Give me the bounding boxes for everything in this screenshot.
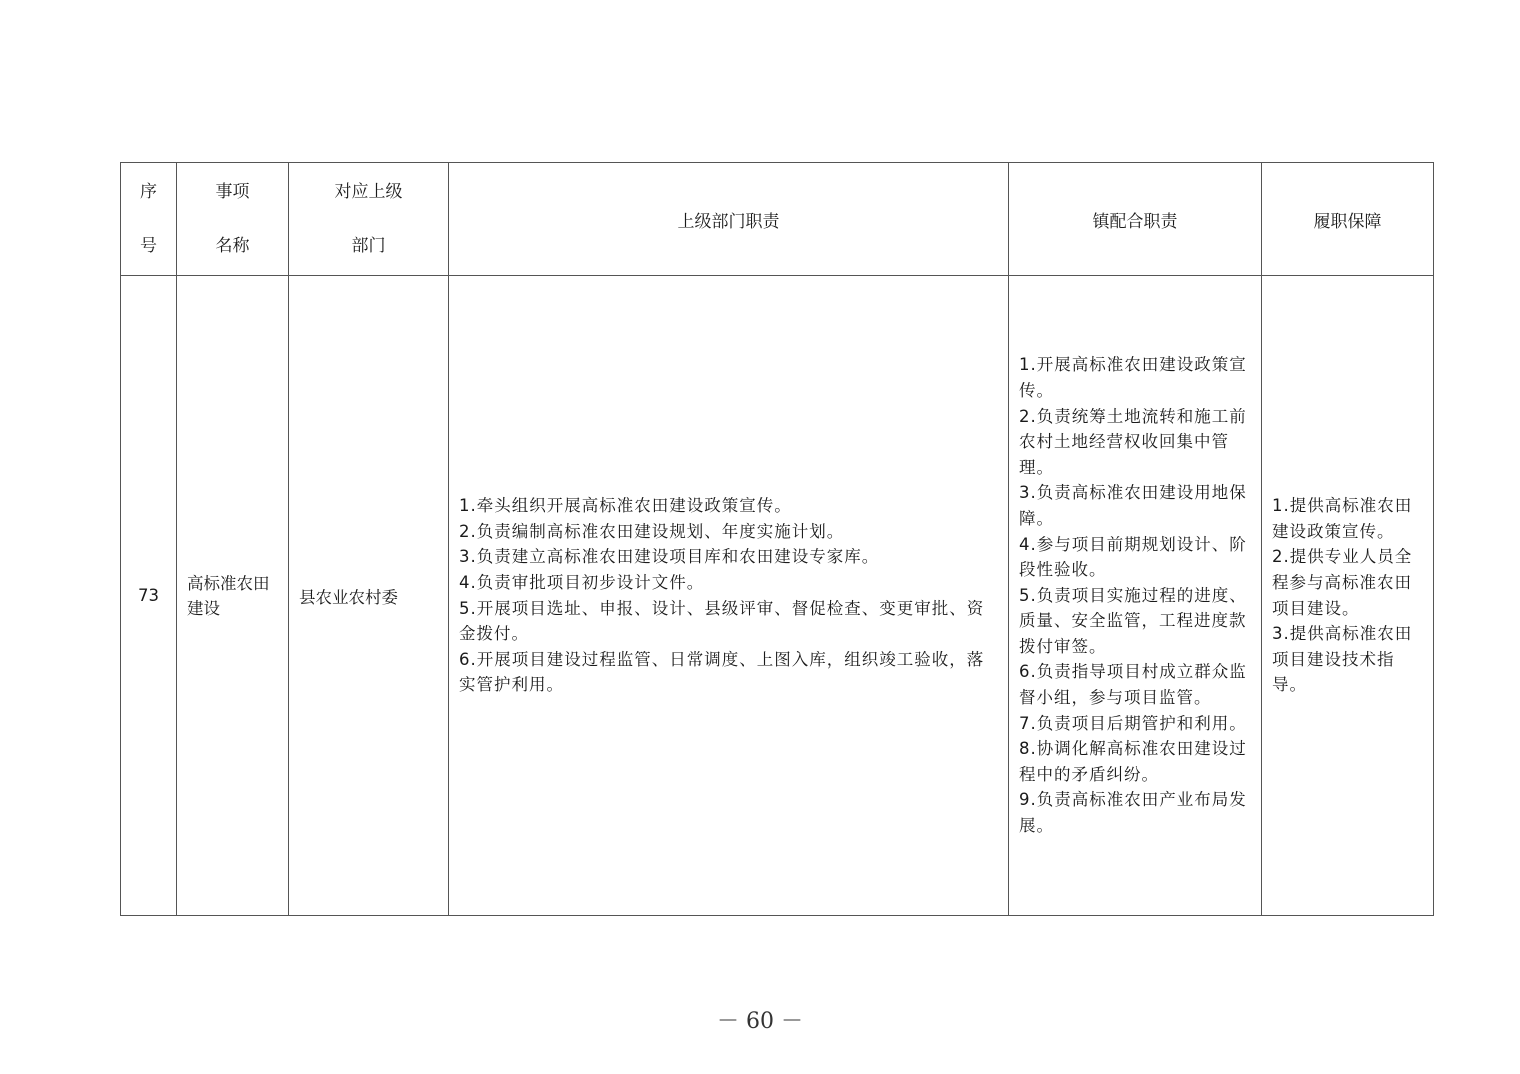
table-row bbox=[121, 276, 1434, 916]
cell-seq: 73 bbox=[121, 276, 177, 916]
responsibility-table bbox=[120, 162, 1434, 916]
header-guarantee: 履职保障 bbox=[1262, 163, 1434, 276]
list-item: 4.参与项目前期规划设计、阶段性验收。 bbox=[1019, 534, 1247, 580]
list-item: 2.负责编制高标准农田建设规划、年度实施计划。 bbox=[459, 521, 845, 541]
list-item: 6.负责指导项目村成立群众监督小组，参与项目监管。 bbox=[1019, 662, 1247, 708]
list-item: 8.协调化解高标准农田建设过程中的矛盾纠纷。 bbox=[1019, 739, 1247, 784]
list-item: 1.牵头组织开展高标准农田建设政策宣传。 bbox=[459, 496, 792, 516]
header-upper-duties: 上级部门职责 bbox=[449, 163, 1009, 276]
header-dept-line1: 对应上级 bbox=[334, 182, 403, 202]
list-item: 3.负责高标准农田建设用地保障。 bbox=[1019, 483, 1247, 528]
list-item: 5.负责项目实施过程的进度、质量、安全监管，工程进度款拨付审签。 bbox=[1019, 585, 1247, 656]
header-item-line2: 名称 bbox=[215, 236, 250, 256]
cell-town-duties bbox=[1009, 276, 1262, 916]
header-item-name bbox=[177, 163, 289, 276]
header-town-duties: 镇配合职责 bbox=[1009, 163, 1262, 276]
page-number: － 60 － bbox=[717, 1009, 803, 1034]
list-item: 2.负责统筹土地流转和施工前农村土地经营权收回集中管理。 bbox=[1019, 406, 1247, 477]
header-dept-line2: 部门 bbox=[351, 236, 386, 256]
cell-item-name bbox=[177, 276, 289, 916]
dept-text: 县农业农村委 bbox=[299, 587, 398, 607]
upper-duties-list bbox=[449, 493, 1008, 698]
guarantee-list bbox=[1262, 493, 1433, 698]
list-item: 4.负责审批项目初步设计文件。 bbox=[459, 572, 705, 592]
header-seq-line2: 号 bbox=[140, 236, 157, 256]
list-item: 5.开展项目选址、申报、设计、县级评审、督促检查、变更审批、资金拨付。 bbox=[459, 598, 985, 644]
list-item: 1.提供高标准农田建设政策宣传。 bbox=[1272, 496, 1413, 541]
list-item: 7.负责项目后期管护和利用。 bbox=[1019, 713, 1247, 733]
header-row bbox=[121, 163, 1434, 276]
header-seq bbox=[121, 163, 177, 276]
header-dept bbox=[289, 163, 449, 276]
cell-upper-duties bbox=[449, 276, 1009, 916]
list-item: 2.提供专业人员全程参与高标准农田项目建设。 bbox=[1272, 547, 1413, 618]
header-seq-line1: 序 bbox=[140, 182, 157, 202]
list-item: 6.开展项目建设过程监管、日常调度、上图入库，组织竣工验收，落实管护利用。 bbox=[459, 649, 985, 695]
town-duties-list bbox=[1009, 352, 1261, 838]
list-item: 9.负责高标准农田产业布局发展。 bbox=[1019, 790, 1247, 836]
list-item: 3.提供高标准农田项目建设技术指导。 bbox=[1272, 624, 1413, 695]
list-item: 3.负责建立高标准农田建设项目库和农田建设专家库。 bbox=[459, 547, 880, 567]
cell-guarantee bbox=[1262, 276, 1434, 916]
cell-dept bbox=[289, 276, 449, 916]
list-item: 1.开展高标准农田建设政策宣传。 bbox=[1019, 355, 1247, 400]
item-name-text: 高标准农田建设 bbox=[187, 573, 270, 618]
header-item-line1: 事项 bbox=[215, 182, 250, 202]
